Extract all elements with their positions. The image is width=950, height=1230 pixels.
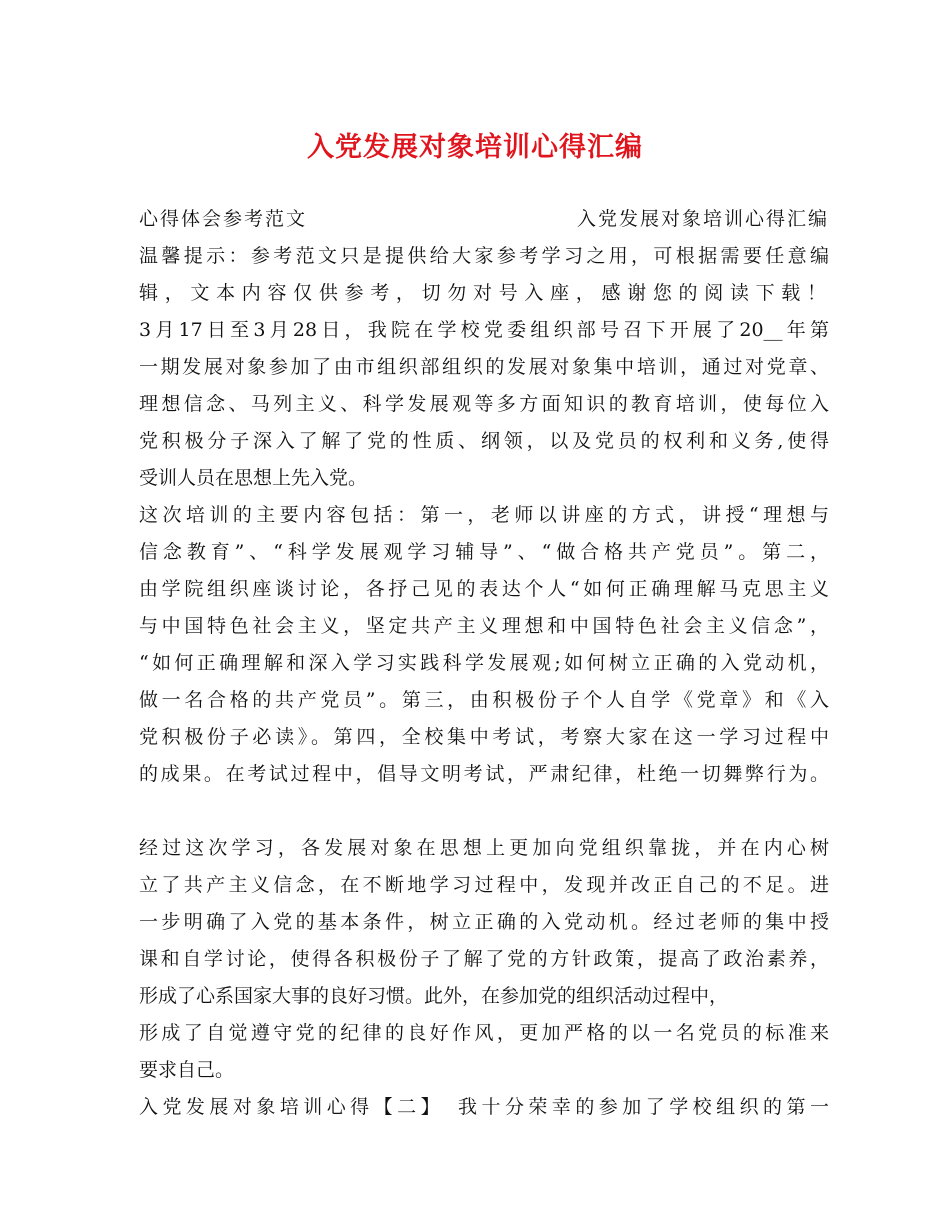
text-line: 与中国特色社会主义，坚定共产主义理想和中国特色社会主义信念”， [139, 615, 829, 637]
text-line: 一期发展对象参加了由市组织部组织的发展对象集中培训，通过对党章、 [139, 356, 829, 378]
text-line: 经过这次学习，各发展对象在思想上更加向党组织靠拢，并在内心树 [139, 837, 829, 859]
text-line: 一步明确了入党的基本条件，树立正确的入党动机。经过老师的集中授 [139, 911, 829, 933]
text-line: 党积极分子深入了解了党的性质、纲领，以及党员的权利和义务,使得 [139, 430, 829, 452]
blank-line [139, 793, 829, 830]
text-line: 入党发展对象培训心得【二】 我十分荣幸的参加了学校组织的第一 [139, 1096, 829, 1118]
text-line: 温馨提示：参考范文只是提供给大家参考学习之用，可根据需要任意编 [139, 245, 829, 267]
text-line: 这次培训的主要内容包括：第一，老师以讲座的方式，讲授“理想与 [139, 504, 829, 526]
document-title: 入党发展对象培训心得汇编 [307, 132, 643, 163]
header-row [139, 201, 829, 238]
text-line: 3月17日至3月28日，我院在学校党委组织部号召下开展了20__年第 [139, 319, 829, 341]
text-line: 的成果。在考试过程中，倡导文明考试，严肃纪律，杜绝一切舞弊行为。 [139, 763, 829, 785]
text-line: 形成了自觉遵守党的纪律的良好作风，更加严格的以一名党员的标准来 [139, 1022, 829, 1044]
text-line: 由学院组织座谈讨论，各抒己见的表达个人“如何正确理解马克思主义 [139, 578, 829, 600]
text-line: 受训人员在思想上先入党。 [139, 467, 368, 489]
text-line: 要求自己。 [139, 1059, 235, 1081]
text-line: 理想信念、马列主义、科学发展观等多方面知识的教育培训，使每位入 [139, 393, 829, 415]
document-body [139, 201, 829, 1126]
header-left-label: 心得体会参考范文 [139, 208, 308, 230]
header-right-label: 入党发展对象培训心得汇编 [576, 208, 829, 230]
text-line: “如何正确理解和深入学习实践科学发展观;如何树立正确的入党动机， [139, 652, 829, 674]
text-line: 辑，文本内容仅供参考，切勿对号入座，感谢您的阅读下载！ [139, 282, 829, 304]
text-line: 做一名合格的共产党员”。第三，由积极份子个人自学《党章》和《入 [139, 689, 829, 711]
text-line: 课和自学讨论，使得各积极份子了解了党的方针政策，提高了政治素养， [139, 948, 829, 970]
text-line: 信念教育”、“科学发展观学习辅导”、“做合格共产党员”。第二， [139, 541, 829, 563]
text-line: 党积极份子必读》。第四，全校集中考试，考察大家在这一学习过程中 [139, 726, 829, 748]
text-line: 形成了心系国家大事的良好习惯。此外，在参加党的组织活动过程中， [139, 985, 729, 1007]
text-line: 立了共产主义信念，在不断地学习过程中，发现并改正自己的不足。进 [139, 874, 829, 896]
